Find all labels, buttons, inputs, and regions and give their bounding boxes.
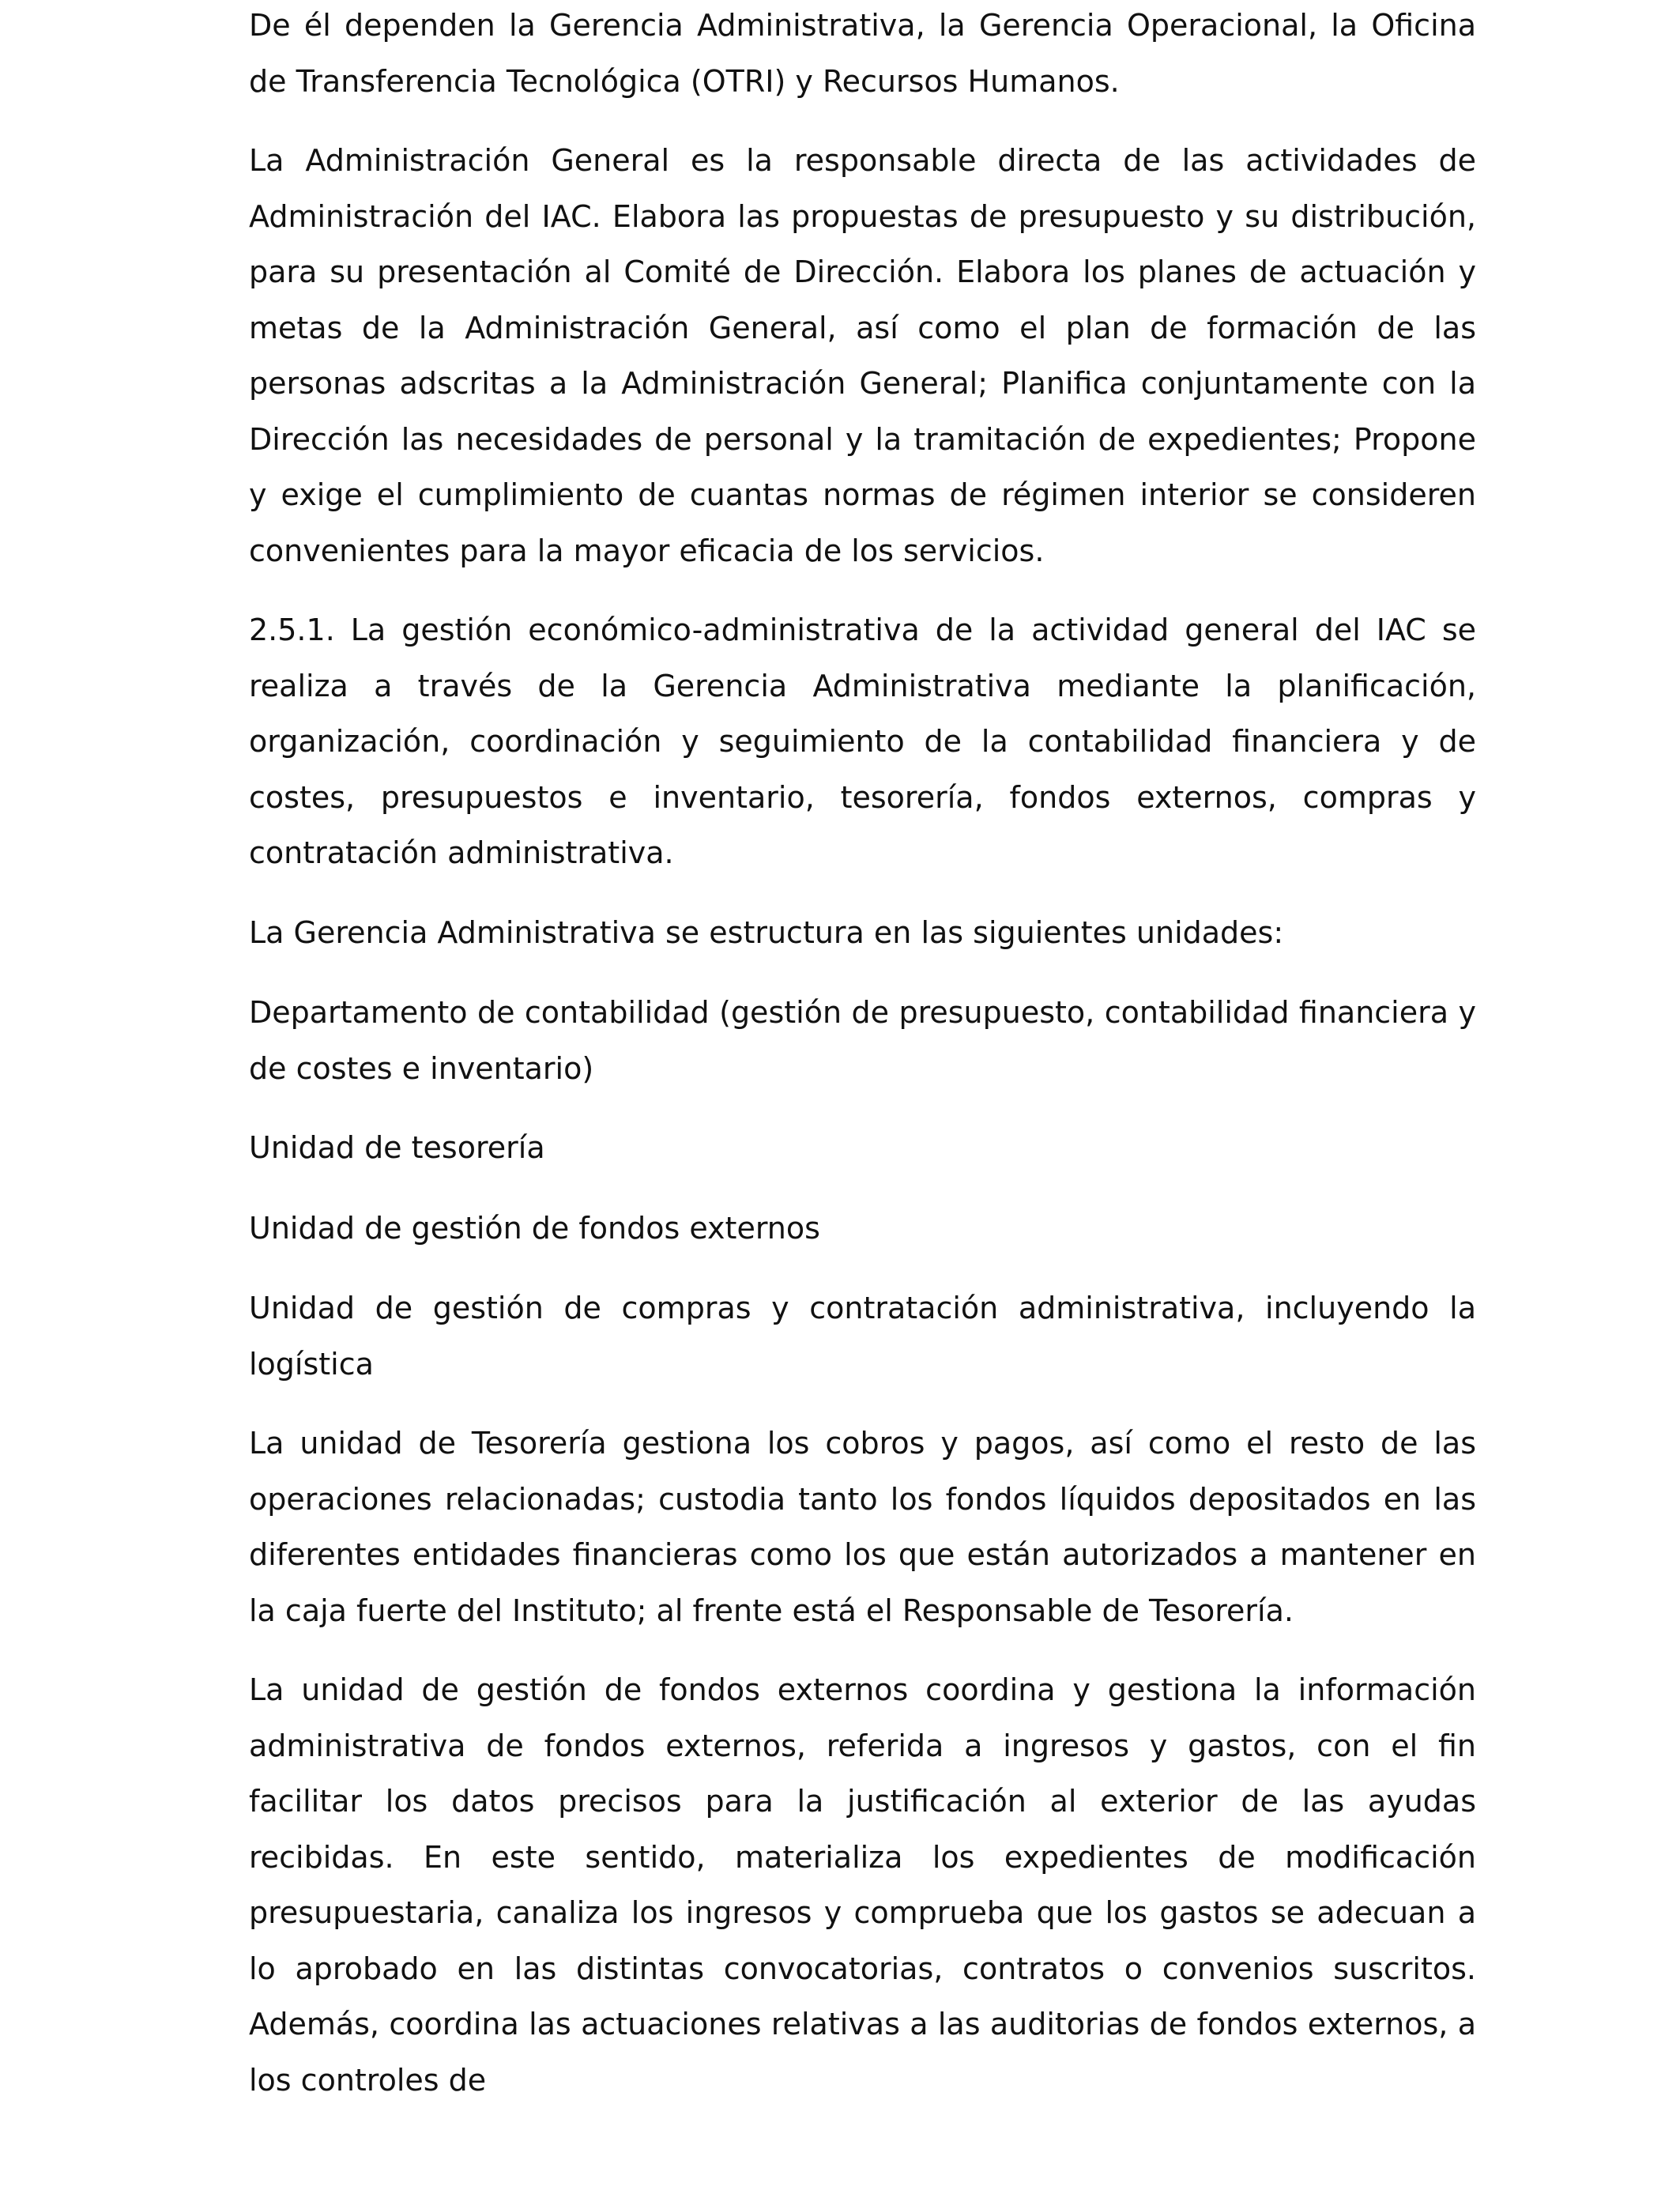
paragraph-administracion-general: La Administración General es la responsable directa de las actividades de Administración del IAC. Elabora las propuestas de presupuesto y su distribución, para su presentación al Comité de Dirección. Elabora los planes de actuación y metas de la Administración General, así como el plan de formación de las personas adscritas a la Administración General; Planifica conjuntamente con la Dirección las necesidades de personal y la tramitación de expedientes; Propone y exige el cumplimiento de cuantas normas de régimen interior se consideren convenientes para la mayor eficacia de los servicios. [249, 143, 1476, 568]
paragraph-tesoreria: La unidad de Tesorería gestiona los cobros y pagos, así como el resto de las operaciones relacionadas; custodia tanto los fondos líquidos depositados en las diferentes entidades financieras como los que están autorizados a mantener en la caja fuerte del Instituto; al frente está el Responsable de Tesorería. [249, 1426, 1476, 1628]
list-item-compras: Unidad de gestión de compras y contratación administrativa, incluyendo la logística [249, 1291, 1476, 1382]
paragraph-section-2-5-1: 2.5.1. La gestión económico-administrativa de la actividad general del IAC se realiza a través de la Gerencia Administrativa mediante la planificación, organización, coordinación y seguimiento de la contabilidad financiera y de costes, presupuestos e inventario, tesorería, fondos externos, compras y contratación administrativa. [249, 613, 1476, 870]
paragraph-fondos-externos: La unidad de gestión de fondos externos coordina y gestiona la información administrativa de fondos externos, referida a ingresos y gastos, con el fin facilitar los datos precisos para la justificación al exterior de las ayudas recibidas. En este sentido, materializa los expedientes de modificación presupuestaria, canaliza los ingresos y comprueba que los gastos se adecuan a lo aprobado en las distintas convocatorias, contratos o convenios suscritos. Además, coordina las actuaciones relativas a las auditorias de fondos externos, a los controles de [249, 1672, 1476, 2098]
list-item-tesoreria: Unidad de tesorería [249, 1130, 545, 1165]
paragraph-dependencies: De él dependen la Gerencia Administrativa, la Gerencia Operacional, la Oficina de Transferencia Tecnológica (OTRI) y Recursos Humanos. [249, 8, 1476, 99]
list-item-contabilidad: Departamento de contabilidad (gestión de presupuesto, contabilidad financiera y de costes e inventario) [249, 995, 1476, 1086]
document-page [249, 0, 1476, 2132]
paragraph-structure-intro: La Gerencia Administrativa se estructura en las siguientes unidades: [249, 914, 1284, 950]
list-item-fondos-externos: Unidad de gestión de fondos externos [249, 1210, 820, 1246]
